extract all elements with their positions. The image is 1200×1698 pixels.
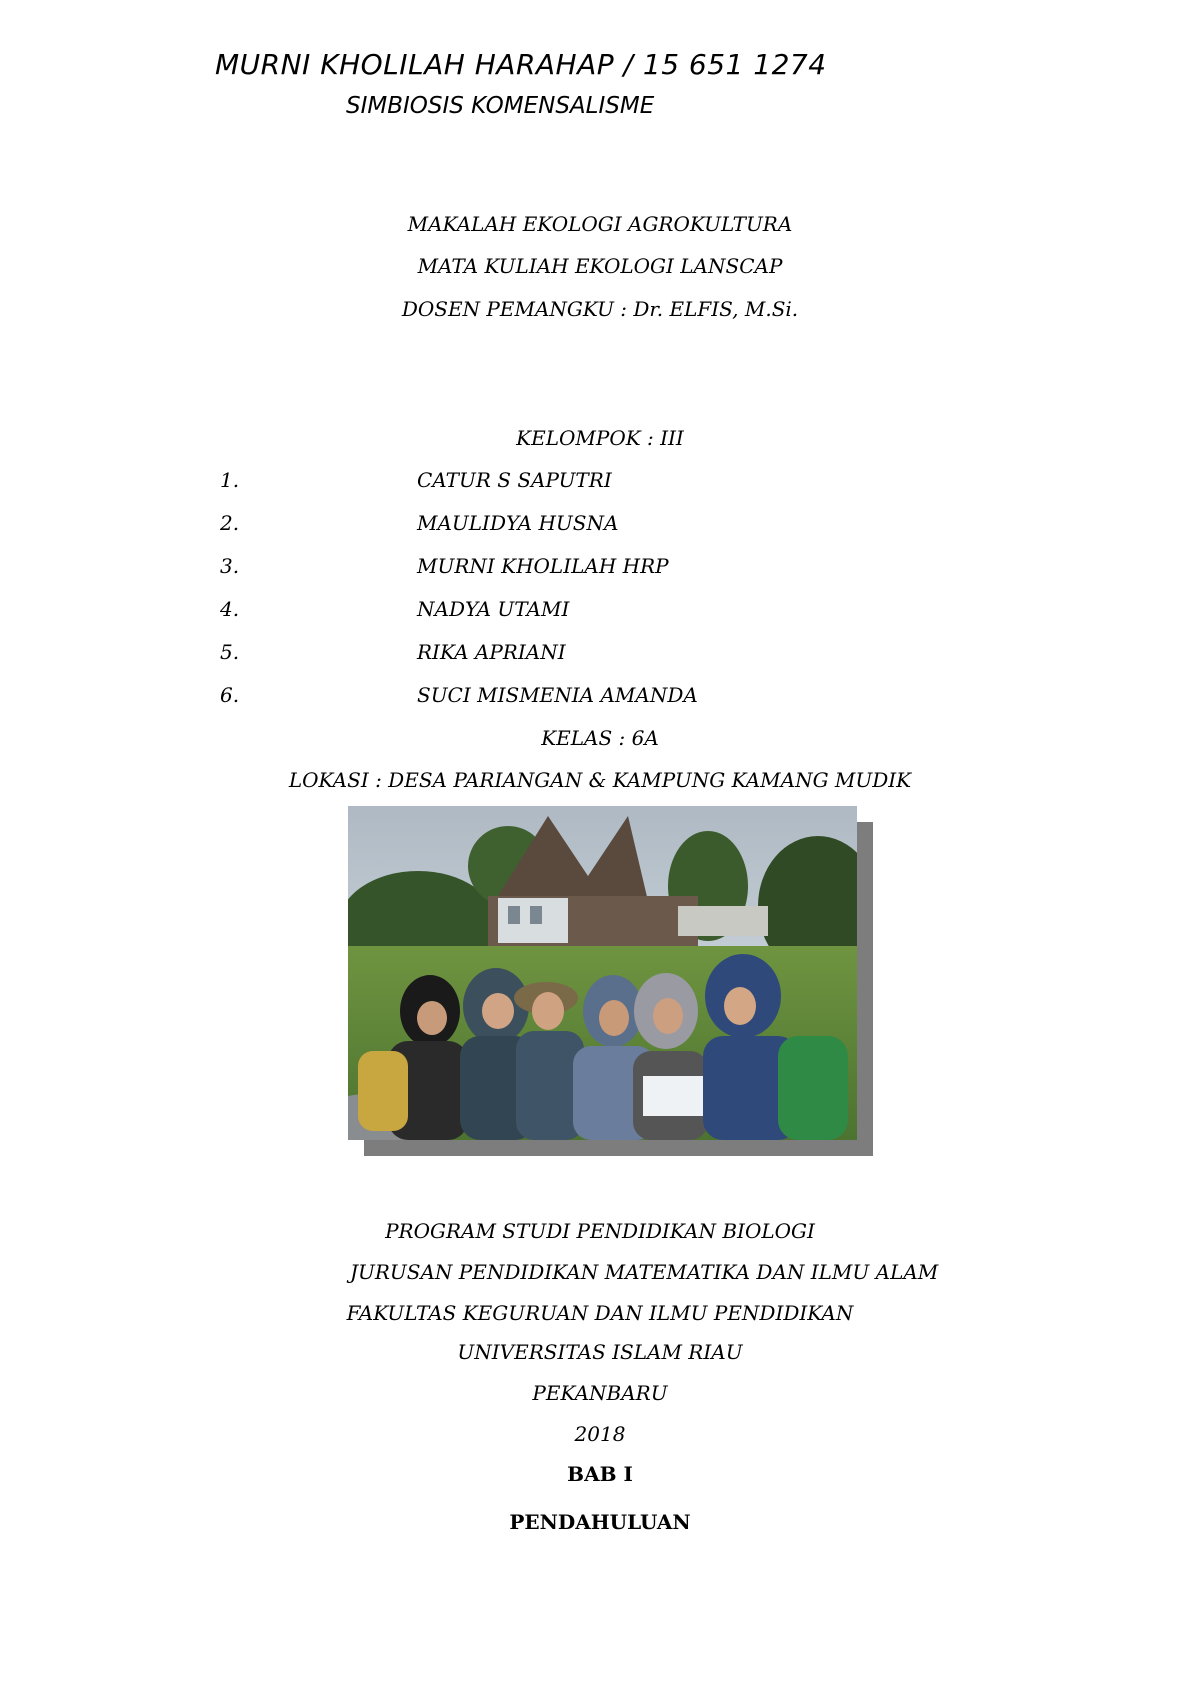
member-name: MAULIDYA HUSNA: [417, 511, 619, 535]
member-name: RIKA APRIANI: [417, 640, 566, 664]
member-name: SUCI MISMENIA AMANDA: [417, 683, 698, 707]
member-number: 1.: [220, 468, 240, 492]
group-photo: [348, 806, 857, 1140]
course-name: MATA KULIAH EKOLOGI LANSCAP: [417, 254, 783, 278]
university-line: UNIVERSITAS ISLAM RIAU: [457, 1340, 743, 1364]
member-number: 5.: [220, 640, 240, 664]
member-number: 4.: [220, 597, 240, 621]
year-line: 2018: [574, 1422, 626, 1446]
member-number: 6.: [220, 683, 240, 707]
city-line: PEKANBARU: [532, 1381, 668, 1405]
class-line: KELAS : 6A: [541, 726, 659, 750]
chapter-number: BAB I: [567, 1462, 633, 1486]
member-name: MURNI KHOLILAH HRP: [417, 554, 669, 578]
location-line: LOKASI : DESA PARIANGAN & KAMPUNG KAMANG MUDIK: [288, 768, 912, 792]
topic-title: SIMBIOSIS KOMENSALISME: [346, 93, 655, 119]
member-number: 3.: [220, 554, 240, 578]
faculty-line: FAKULTAS KEGURUAN DAN ILMU PENDIDIKAN: [346, 1301, 854, 1325]
department-line: JURUSAN PENDIDIKAN MATEMATIKA DAN ILMU ALAM: [350, 1260, 939, 1284]
paper-title: MAKALAH EKOLOGI AGROKULTURA: [407, 212, 793, 236]
member-name: NADYA UTAMI: [417, 597, 570, 621]
group-heading: KELOMPOK : III: [516, 426, 684, 450]
author-line: MURNI KHOLILAH HARAHAP / 15 651 1274: [215, 48, 827, 81]
lecturer-line: DOSEN PEMANGKU : Dr. ELFIS, M.Si.: [401, 297, 799, 321]
member-number: 2.: [220, 511, 240, 535]
member-name: CATUR S SAPUTRI: [417, 468, 612, 492]
chapter-title: PENDAHULUAN: [509, 1510, 691, 1534]
program-line: PROGRAM STUDI PENDIDIKAN BIOLOGI: [385, 1219, 815, 1243]
